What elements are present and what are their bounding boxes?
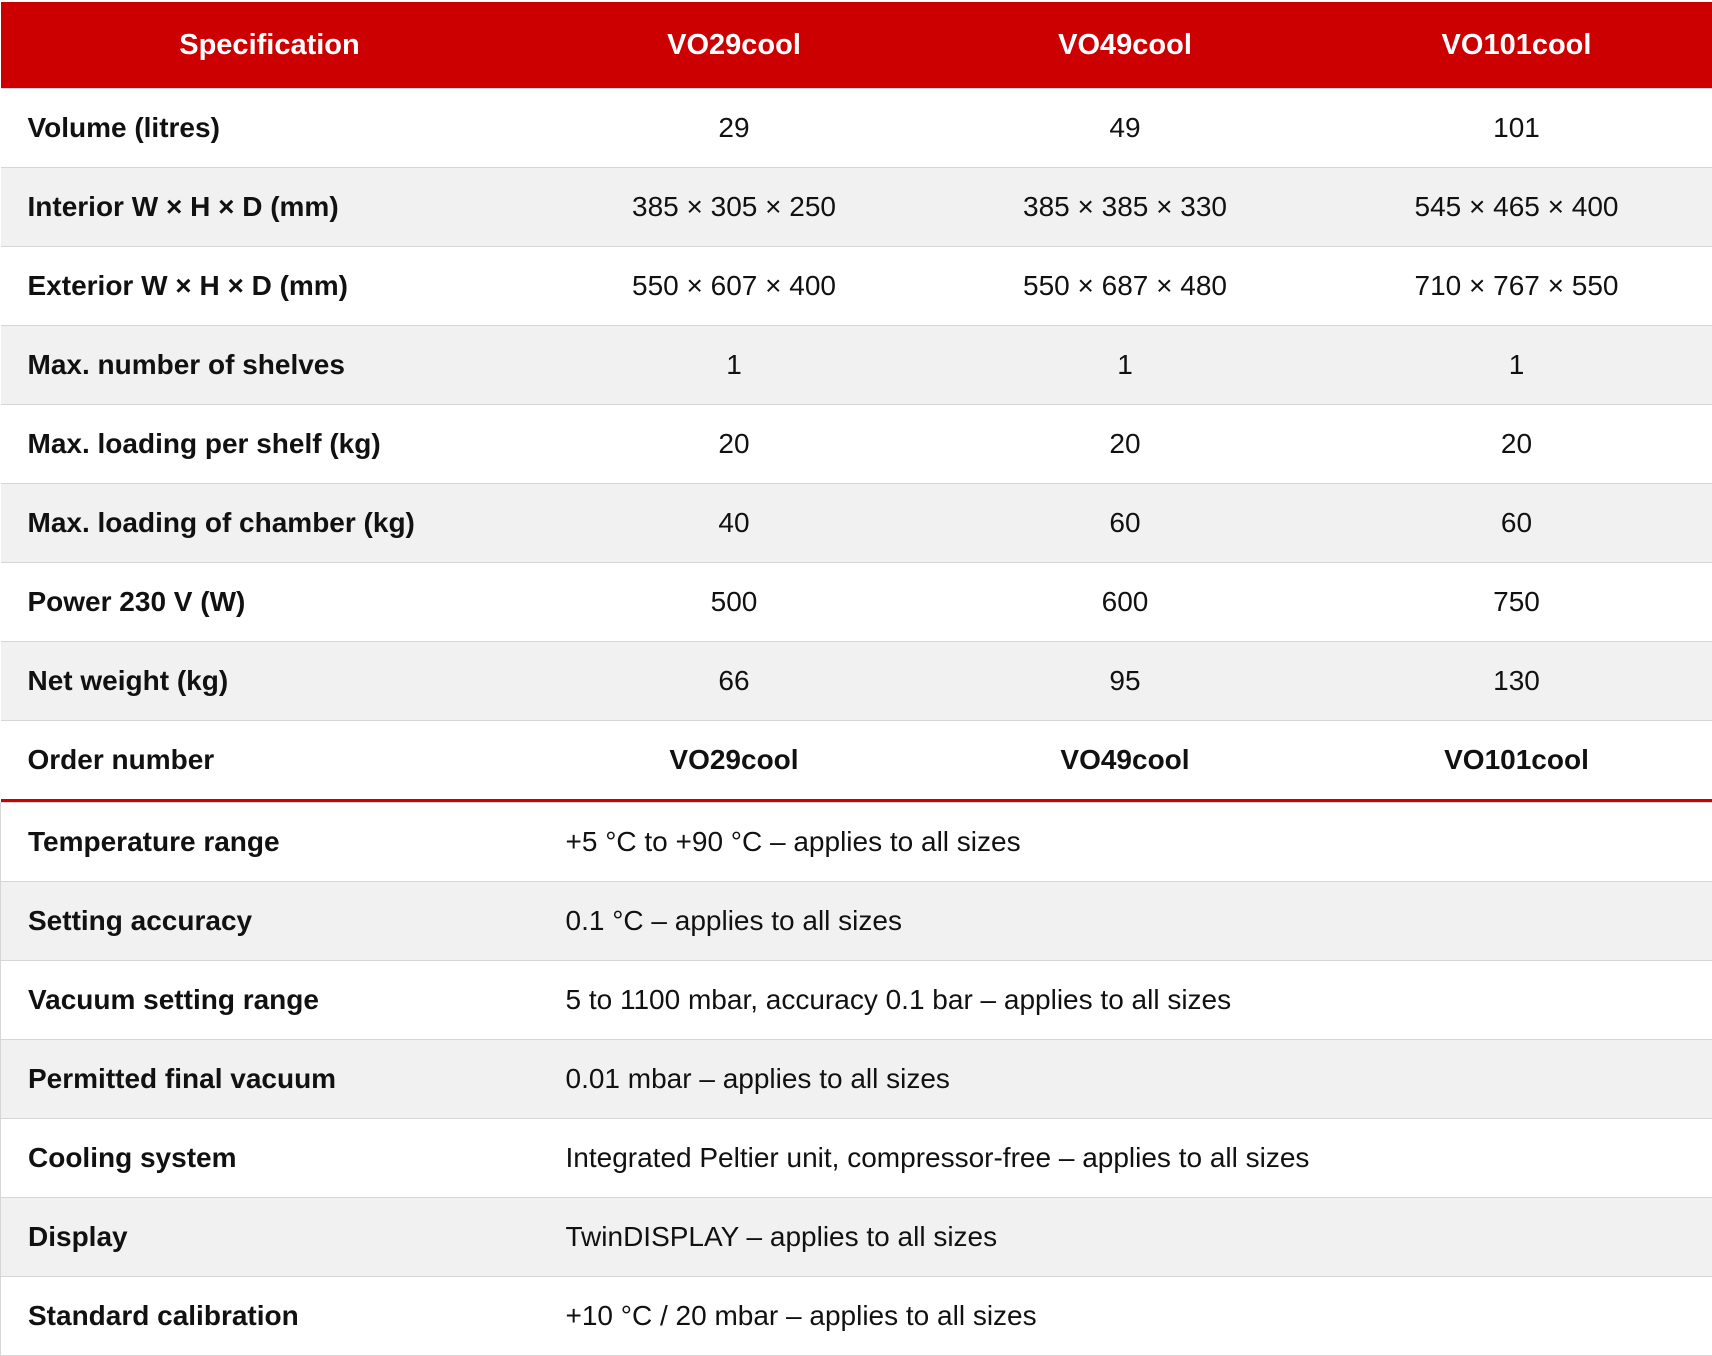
cell-vo29cool: VO29cool (539, 721, 930, 801)
row-label: Vacuum setting range (1, 961, 539, 1040)
row-value: TwinDISPLAY – applies to all sizes (539, 1198, 1712, 1277)
row-label: Exterior W × H × D (mm) (1, 247, 539, 326)
table-row-exterior (1, 247, 1712, 326)
table-row-volume (1, 89, 1712, 168)
header-vo29cool: VO29cool (539, 2, 930, 89)
table-row-net-weight (1, 642, 1712, 721)
cell-vo29cool: 385 × 305 × 250 (539, 168, 930, 247)
header-vo49cool: VO49cool (930, 2, 1321, 89)
row-label: Volume (litres) (1, 89, 539, 168)
cell-vo49cool: 60 (930, 484, 1321, 563)
table-row-loading-chamber (1, 484, 1712, 563)
cell-vo49cool: VO49cool (930, 721, 1321, 801)
cell-vo29cool: 20 (539, 405, 930, 484)
row-label: Order number (1, 721, 539, 801)
header-specification: Specification (1, 2, 539, 89)
cell-vo101cool: 101 (1321, 89, 1712, 168)
cell-vo29cool: 550 × 607 × 400 (539, 247, 930, 326)
row-value: 5 to 1100 mbar, accuracy 0.1 bar – applies to all sizes (539, 961, 1712, 1040)
table-row-order-number (1, 721, 1712, 801)
row-label: Standard calibration (1, 1277, 539, 1356)
table-row-cooling-system (1, 1119, 1712, 1198)
specification-table (0, 2, 1712, 1356)
table-row-shelves (1, 326, 1712, 405)
row-label: Cooling system (1, 1119, 539, 1198)
cell-vo49cool: 49 (930, 89, 1321, 168)
row-label: Interior W × H × D (mm) (1, 168, 539, 247)
cell-vo49cool: 95 (930, 642, 1321, 721)
cell-vo29cool: 1 (539, 326, 930, 405)
header-vo101cool: VO101cool (1321, 2, 1712, 89)
cell-vo101cool: 750 (1321, 563, 1712, 642)
cell-vo49cool: 1 (930, 326, 1321, 405)
cell-vo29cool: 500 (539, 563, 930, 642)
cell-vo101cool: 130 (1321, 642, 1712, 721)
table-row-final-vacuum (1, 1040, 1712, 1119)
table-row-interior (1, 168, 1712, 247)
cell-vo29cool: 66 (539, 642, 930, 721)
cell-vo101cool: 545 × 465 × 400 (1321, 168, 1712, 247)
row-value: +5 °C to +90 °C – applies to all sizes (539, 803, 1712, 882)
row-label: Max. loading of chamber (kg) (1, 484, 539, 563)
row-label: Setting accuracy (1, 882, 539, 961)
row-label: Power 230 V (W) (1, 563, 539, 642)
cell-vo29cool: 29 (539, 89, 930, 168)
cell-vo101cool: 710 × 767 × 550 (1321, 247, 1712, 326)
cell-vo49cool: 550 × 687 × 480 (930, 247, 1321, 326)
table-row-vacuum-range (1, 961, 1712, 1040)
table-row-temperature-range (1, 803, 1712, 882)
table-row-loading-shelf (1, 405, 1712, 484)
row-label: Net weight (kg) (1, 642, 539, 721)
cell-vo101cool: VO101cool (1321, 721, 1712, 801)
table-row-setting-accuracy (1, 882, 1712, 961)
row-label: Permitted final vacuum (1, 1040, 539, 1119)
row-label: Temperature range (1, 803, 539, 882)
row-value: 0.1 °C – applies to all sizes (539, 882, 1712, 961)
row-label: Max. loading per shelf (kg) (1, 405, 539, 484)
row-label: Max. number of shelves (1, 326, 539, 405)
row-value: +10 °C / 20 mbar – applies to all sizes (539, 1277, 1712, 1356)
table-header-row (1, 2, 1712, 89)
cell-vo101cool: 1 (1321, 326, 1712, 405)
table-row-display (1, 1198, 1712, 1277)
cell-vo49cool: 20 (930, 405, 1321, 484)
row-value: Integrated Peltier unit, compressor-free – applies to all sizes (539, 1119, 1712, 1198)
cell-vo49cool: 600 (930, 563, 1321, 642)
table-row-power (1, 563, 1712, 642)
row-label: Display (1, 1198, 539, 1277)
row-value: 0.01 mbar – applies to all sizes (539, 1040, 1712, 1119)
cell-vo29cool: 40 (539, 484, 930, 563)
cell-vo101cool: 60 (1321, 484, 1712, 563)
cell-vo49cool: 385 × 385 × 330 (930, 168, 1321, 247)
cell-vo101cool: 20 (1321, 405, 1712, 484)
